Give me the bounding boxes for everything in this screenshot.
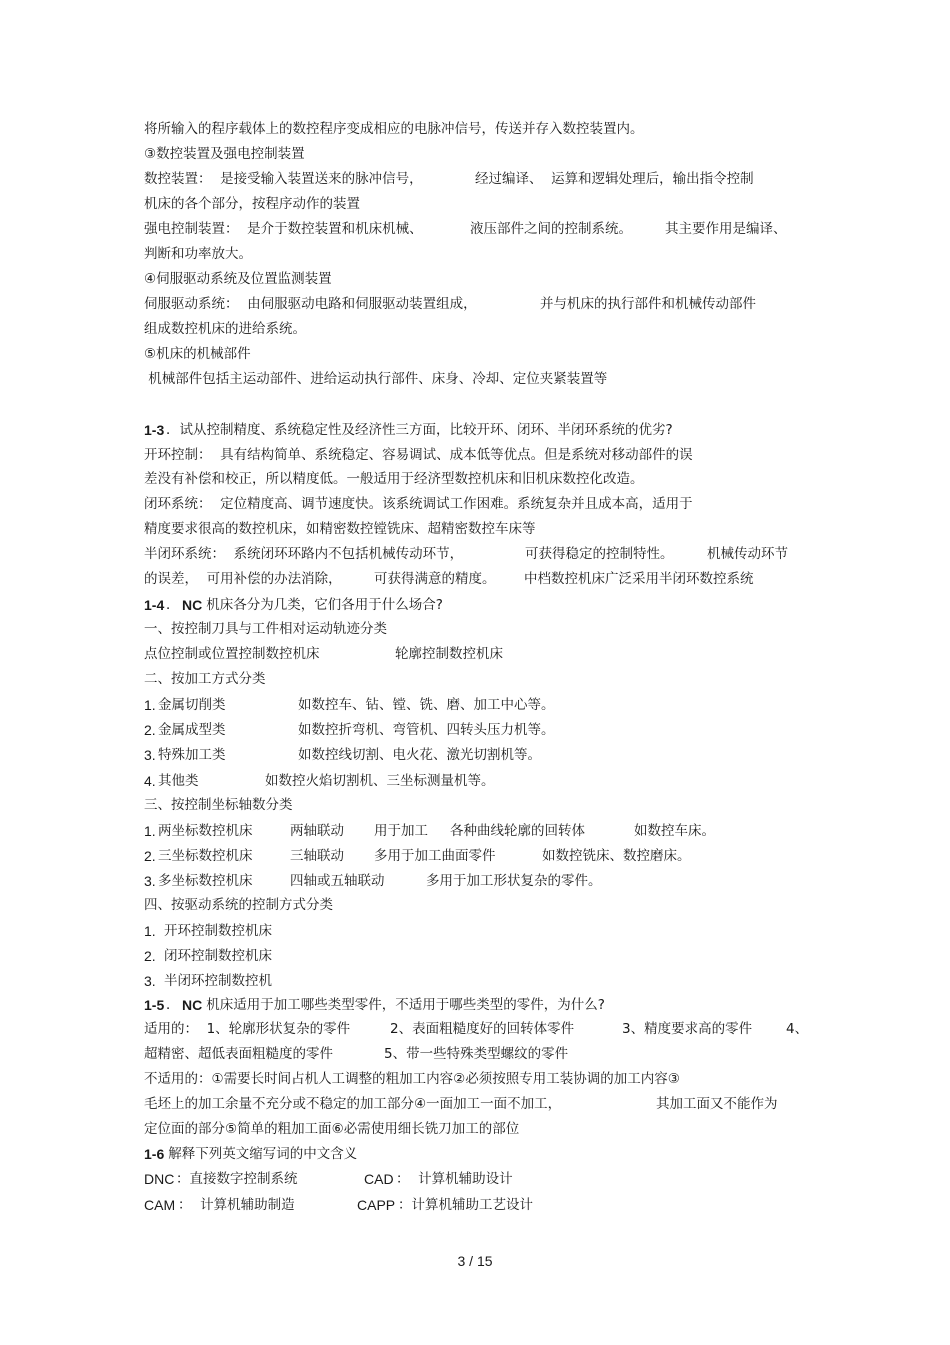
list-item: 4. 其他类 如数控火焰切割机、三坐标测量机等。 [144,773,495,789]
section-heading: 四、按驱动系统的控制方式分类 [144,897,333,913]
list-item: 3. 半闭环控制数控机 [144,973,272,989]
list-item: 3. 特殊加工类 如数控线切割、电火花、激光切割机等。 [144,747,541,763]
section-heading: ③数控装置及强电控制装置 [144,146,305,162]
list-item: 1. 金属切削类 如数控车、钻、镗、铣、磨、加工中心等。 [144,697,555,713]
list-item: 2. 金属成型类 如数控折弯机、弯管机、四转头压力机等。 [144,722,555,738]
list-item: 3. 多坐标数控机床 四轴或五轴联动 多用于加工形状复杂的零件。 [144,873,602,889]
text-line: 将所输入的程序载体上的数控程序变成相应的电脉冲信号，传送并存入数控装置内。 [144,121,644,137]
text-line: 适用的： 1、轮廓形状复杂的零件 2、表面粗糙度好的回转体零件 3、精度要求高的零件 4、 [144,1021,809,1037]
section-heading: 三、按控制坐标轴数分类 [144,797,293,813]
text-line: 机床的各个部分，按程序动作的装置 [144,196,360,212]
abbreviation-line: DNC ：直接数字控制系统 CAD ： 计算机辅助设计 [144,1171,513,1187]
text-line: 点位控制或位置控制数控机床 轮廓控制数控机床 [144,646,503,662]
list-item: 1. 两坐标数控机床 两轴联动 用于加工 各种曲线轮廓的回转体 如数控车床。 [144,823,715,839]
page-number: 3 / 15 [457,1253,493,1269]
abbreviation-line: CAM ： 计算机辅助制造 CAPP ：计算机辅助工艺设计 [144,1197,533,1213]
text-line: 伺服驱动系统： 由伺服驱动电路和伺服驱动装置组成， 并与机床的执行部件和机械传动部件 [144,296,756,312]
list-item: 2. 三坐标数控机床 三轴联动 多用于加工曲面零件 如数控铣床、数控磨床。 [144,848,691,864]
text-line: 机械部件包括主运动部件、进给运动执行部件、床身、冷却、定位夹紧装置等 [144,371,608,387]
text-line: 的误差， 可用补偿的办法消除， 可获得满意的精度。 中档数控机床广泛采用半闭环数控系统 [144,571,754,587]
section-heading: ④伺服驱动系统及位置监测装置 [144,271,332,287]
question-1-3: 1-3 ．试从控制精度、系统稳定性及经济性三方面，比较开环、闭环、半闭环系统的优劣? [144,422,673,438]
section-heading: ⑤机床的机械部件 [144,346,251,362]
list-item: 2. 闭环控制数控机床 [144,948,272,964]
section-heading: 一、按控制刀具与工件相对运动轨迹分类 [144,621,387,637]
text-line: 组成数控机床的进给系统。 [144,321,306,337]
text-line: 毛坯上的加工余量不充分或不稳定的加工部分④一面加工一面不加工， 其加工面又不能作为 [144,1096,778,1112]
question-1-4: 1-4 ． NC 机床各分为几类，它们各用于什么场合? [144,597,443,613]
text-line: 半闭环系统： 系统闭环环路内不包括机械传动环节， 可获得稳定的控制特性。 机械传动环节 [144,546,788,562]
text-line: 判断和功率放大。 [144,246,252,262]
text-line: 差没有补偿和校正，所以精度低。一般适用于经济型数控机床和旧机床数控化改造。 [144,471,644,487]
text-line: 定位面的部分⑤简单的粗加工面⑥必需使用细长铣刀加工的部位 [144,1121,520,1137]
question-1-5: 1-5 ． NC 机床适用于加工哪些类型零件，不适用于哪些类型的零件，为什么? [144,997,605,1013]
list-item: 1. 开环控制数控机床 [144,923,272,939]
text-line: 数控装置： 是接受输入装置送来的脉冲信号， 经过编译、 运算和逻辑处理后，输出指令控制 [144,171,754,187]
section-heading: 二、按加工方式分类 [144,671,266,687]
text-line: 超精密、超低表面粗糙度的零件 5、带一些特殊类型螺纹的零件 [144,1046,569,1062]
text-line: 精度要求很高的数控机床，如精密数控镗铣床、超精密数控车床等 [144,521,536,537]
text-line: 强电控制装置： 是介于数控装置和机床机械、 液压部件之间的控制系统。 其主要作用是编译、 [144,221,787,237]
text-line: 开环控制： 具有结构简单、系统稳定、容易调试、成本低等优点。但是系统对移动部件的误 [144,447,693,463]
text-line: 闭环系统： 定位精度高、调节速度快。该系统调试工作困难。系统复杂并且成本高，适用于 [144,496,693,512]
question-1-6: 1-6 解释下列英文缩写词的中文含义 [144,1146,358,1162]
text-line: 不适用的：①需要长时间占机人工调整的粗加工内容②必须按照专用工装协调的加工内容③ [144,1071,680,1087]
